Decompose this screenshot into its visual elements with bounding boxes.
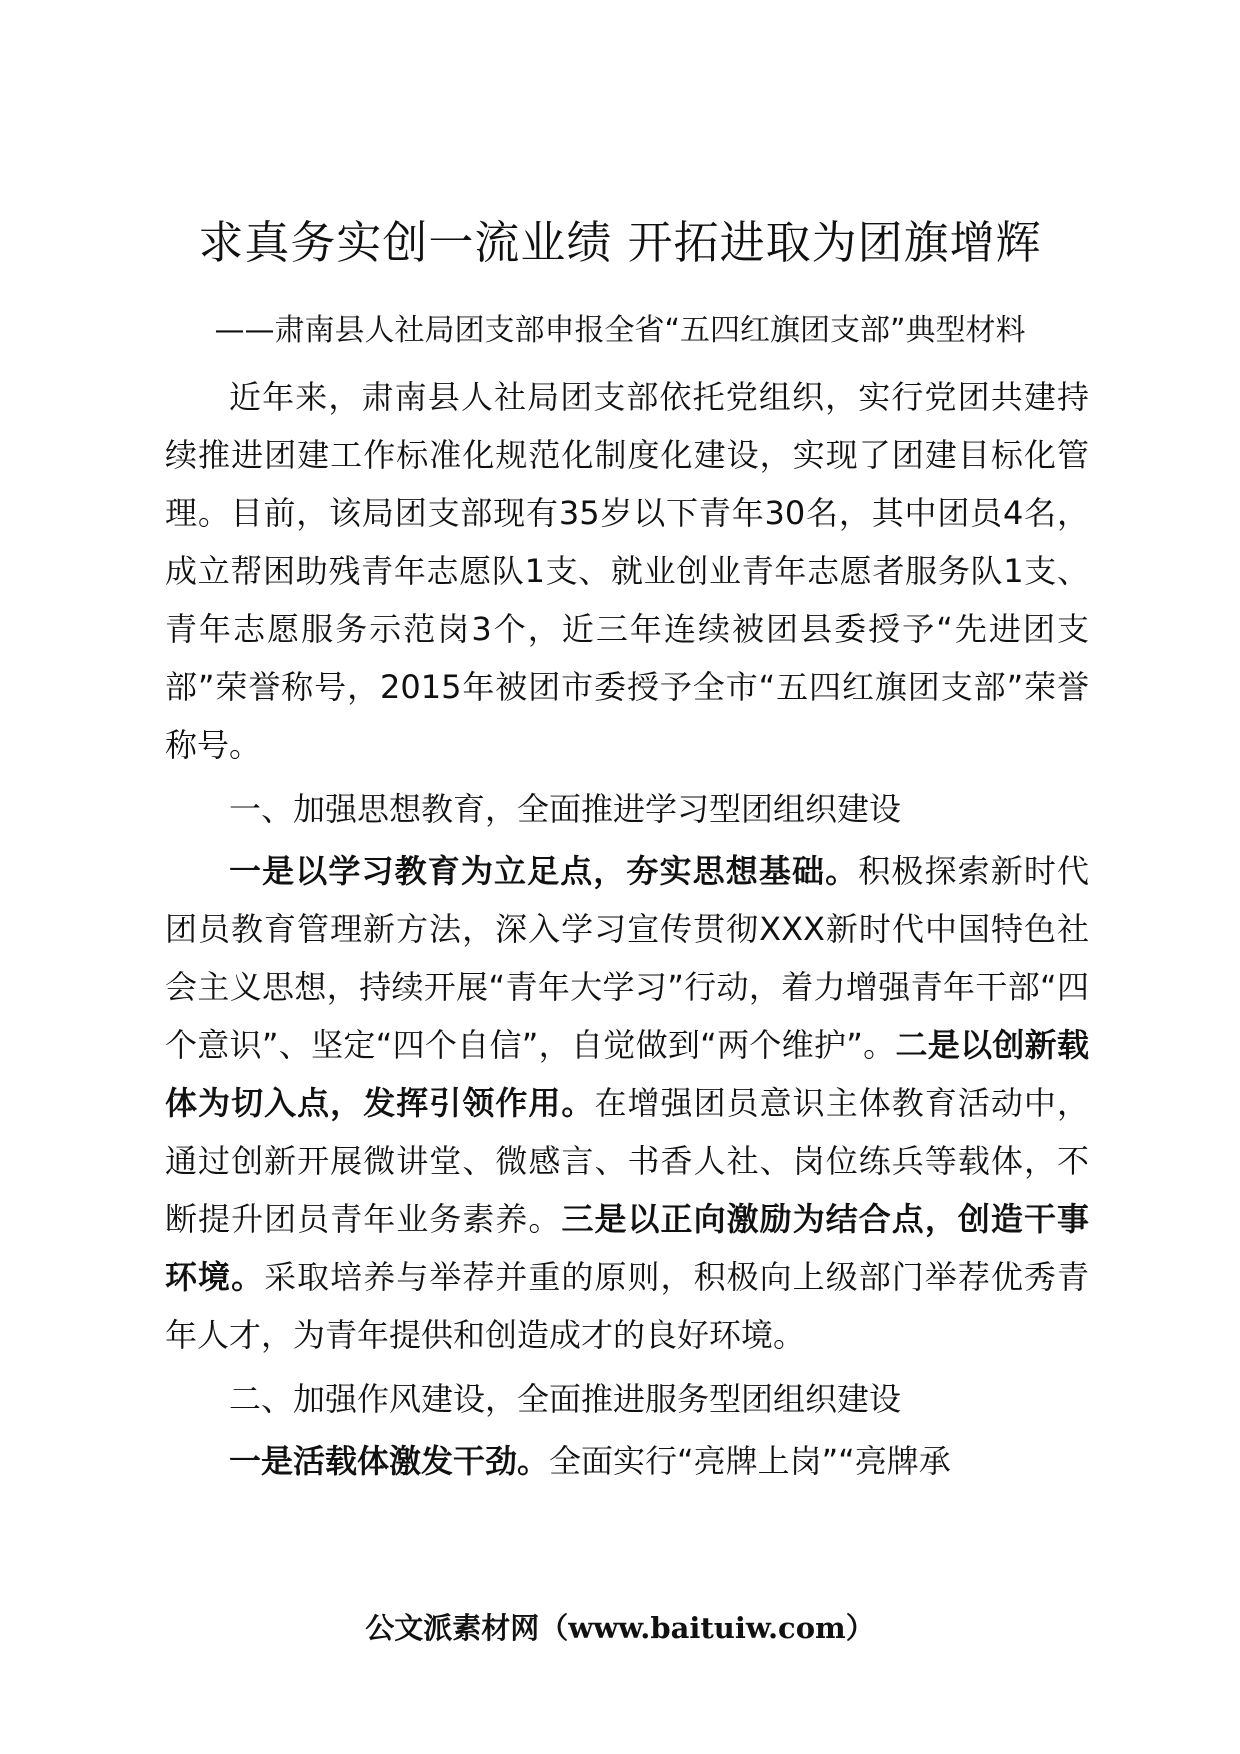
section-2-point-1-title: 一是活载体激发干劲。 (229, 1442, 550, 1480)
document-title: 求真务实创一流业绩 开拓进取为团旗增辉 (198, 216, 1042, 269)
document-subtitle: ——肃南县人社局团支部申报全省“五四红旗团支部”典型材料 (214, 313, 1026, 348)
section-1-paragraph (165, 842, 1089, 1364)
section-1-point-1-title: 一是以学习教育为立足点，夯实思想基础。 (229, 852, 859, 890)
section-1-point-2-title: 二是以创新载体为切入点，发挥引领作用。 (165, 1026, 1089, 1122)
section-2-paragraph (165, 1432, 1089, 1490)
intro-paragraph: 近年来，肃南县人社局团支部依托党组织，实行党团共建持续推进团建工作标准化规范化制度化建设，实现了团建目标化管理。目前，该局团支部现有35岁以下青年30名，其中团员4名，成立帮困助残青年志愿队1支、就业创业青年志愿者服务队1支、青年志愿服务示范岗3个，近三年连续被团县委授予“先进团支部”荣誉称号，2015年被团市委授予全市“五四红旗团支部”荣誉称号。 (165, 378, 1089, 764)
section-1-point-2-text: 在增强团员意识主体教育活动中，通过创新开展微讲堂、微感言、书香人社、岗位练兵等载体，不断提升团员青年业务素养。 (165, 1084, 1089, 1238)
section-1-point-1-text: 积极探索新时代团员教育管理新方法，深入学习宣传贯彻XXX新时代中国特色社会主义思想，持续开展“青年大学习”行动，着力增强青年干部“四个意识”、坚定“四个自信”，自觉做到“两个维护”。 (165, 852, 1089, 1064)
section-1-point-3-title: 三是以正向激励为结合点，创造干事环境。 (165, 1200, 1089, 1296)
section-2-heading: 二、加强作风建设，全面推进服务型团组织建设 (229, 1380, 902, 1418)
footer-watermark: 公文派素材网（www.baituiw.com） (365, 1611, 875, 1645)
document-body (165, 368, 1089, 1490)
section-1-heading: 一、加强思想教育，全面推进学习型团组织建设 (229, 790, 902, 828)
section-1-point-3-text: 采取培养与举荐并重的原则，积极向上级部门举荐优秀青年人才，为青年提供和创造成才的良好环境。 (165, 1258, 1089, 1354)
section-2-point-1-text: 全面实行“亮牌上岗”“亮牌承 (549, 1442, 951, 1480)
